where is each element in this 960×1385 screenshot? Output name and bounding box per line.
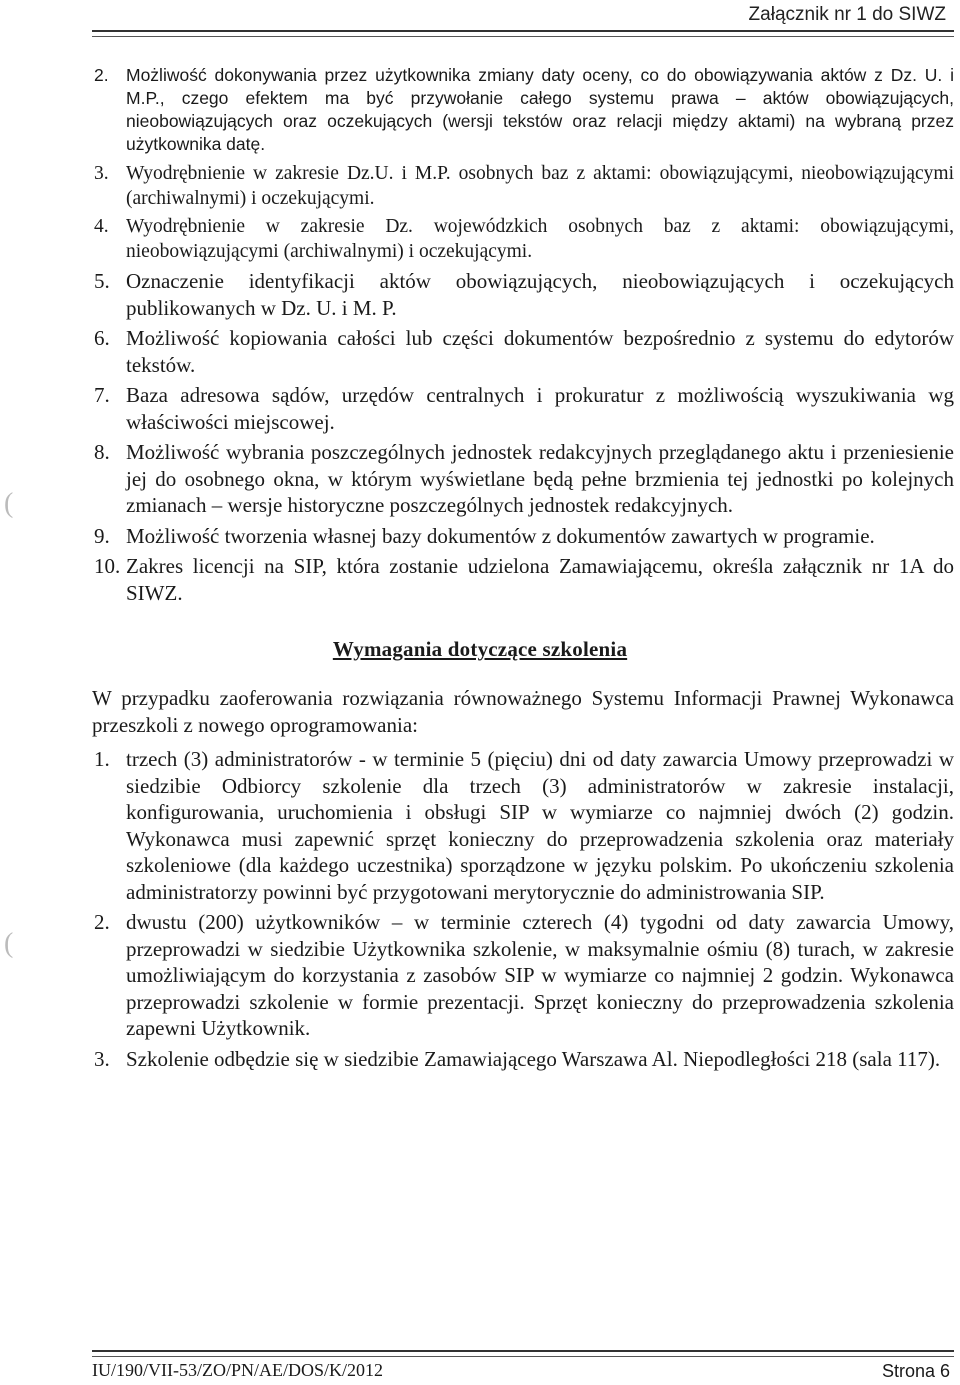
list-item-number: 3. [94, 163, 109, 184]
list-item-text: Możliwość wybrania poszczególnych jednostek redakcyjnych przeglądanego aktu i przeniesienie jej do osobnego okna, w którym wyświetlane będą pełne brzmienia tej jednostki po kolejnych zmianach – wersje historyczne poszczególnych jednostek redakcyjnych. [126, 440, 954, 517]
margin-bracket-mark: ( [4, 488, 14, 519]
list-item [92, 523, 954, 550]
margin-bracket-mark: ( [4, 928, 14, 959]
list-item [92, 382, 954, 435]
list-item-text: Możliwość tworzenia własnej bazy dokumentów z dokumentów zawartych w programie. [126, 523, 875, 548]
document-id: IU/190/VII-53/ZO/PN/AE/DOS/K/2012 [92, 1360, 383, 1380]
list-item [92, 909, 954, 1042]
training-list [92, 746, 954, 1072]
requirements-list [92, 64, 954, 606]
list-item-text: Szkolenie odbędzie się w siedzibie Zamawiającego Warszawa Al. Niepodległości 218 (sala 117). [126, 1046, 941, 1071]
list-item-number: 7. [94, 383, 110, 407]
list-item-text: Zakres licencji na SIP, która zostanie udzielona Zamawiającemu, określa załącznik nr 1A do SIWZ. [126, 554, 954, 605]
list-item-number: 2. [94, 65, 109, 85]
list-item-text: Wyodrębnienie w zakresie Dz. wojewódzkich osobnych baz z aktami: obowiązującymi, nieobowiązującymi (archiwalnymi) i oczekującymi. [126, 216, 954, 262]
list-item-text: Możliwość dokonywania przez użytkownika zmiany daty oceny, co do obowiązywania aktów z Dz. U. i M.P., czego efektem ma być przywołanie całego systemu prawa – aktów obowiązujących, nieobowiązujących oraz oczekujących (wersji tekstów oraz relacji między aktami) na wybraną przez użytkownika datę. [126, 65, 954, 154]
list-item-text: Możliwość kopiowania całości lub części dokumentów bezpośrednio z systemu do edytorów tekstów. [126, 326, 954, 377]
list-item-number: 5. [94, 269, 110, 293]
list-item [92, 268, 954, 321]
attachment-note: Załącznik nr 1 do SIWZ [748, 4, 946, 25]
list-item-text: dwustu (200) użytkowników – w terminie czterech (4) tygodni od daty zawarcia Umowy, przeprowadzi w siedzibie Użytkownika szkolenie, w maksymalnie ośmiu (8) turach, w zakresie umożliwiającym do korzystania z zasobów SIP w wymiarze co najmniej 2 godzin. Wykonawca przeprowadzi szkolenie w formie prezentacji. Sprzęt konieczny do przeprowadzenia szkolenia zapewni Użytkownik. [126, 910, 954, 1040]
list-item [92, 162, 954, 211]
list-item [92, 553, 954, 606]
training-intro: W przypadku zaoferowania rozwiązania równoważnego Systemu Informacji Prawnej Wykonawca przeszkoli z nowego oprogramowania: [92, 686, 954, 737]
list-item-number: 6. [94, 326, 110, 350]
section-title: Wymagania dotyczące szkolenia [332, 637, 628, 661]
list-item-number: 8. [94, 440, 110, 464]
list-item [92, 439, 954, 519]
list-item-number: 10. [94, 554, 121, 578]
list-item [92, 1046, 954, 1073]
list-item [92, 746, 954, 905]
page-number: Strona 6 [881, 1361, 950, 1381]
header-rule [92, 30, 954, 37]
list-item-number: 2. [94, 910, 110, 934]
list-item-text: Oznaczenie identyfikacji aktów obowiązujących, nieobowiązujących i oczekujących publikowanych w Dz. U. i M. P. [126, 269, 954, 320]
list-item [92, 325, 954, 378]
footer-rule [92, 1350, 954, 1357]
list-item [92, 215, 954, 264]
list-item-text: trzech (3) administratorów - w terminie 5 (pięciu) dni od daty zawarcia Umowy przeprowadzi w siedzibie Odbiorcy szkolenie dla trzech (3) administratorów w zakresie instalacji, konfigurowania, uruchomienia i obsługi SIP w wymiarze co najmniej dwóch (2) godzin. Wykonawca musi zapewnić sprzęt konieczny do przeprowadzenia szkolenia oraz materiały szkoleniowe (dla każdego uczestnika) sporządzone w języku polskim. Po ukończeniu szkolenia administratorzy powinni być przygotowani merytorycznie do administrowania SIP. [126, 747, 954, 904]
list-item-number: 9. [94, 523, 110, 548]
list-item [92, 64, 954, 156]
list-item-number: 1. [94, 747, 110, 771]
list-item-number: 3. [94, 1046, 110, 1071]
list-item-number: 4. [94, 216, 109, 237]
list-item-text: Baza adresowa sądów, urzędów centralnych i prokuratur z możliwością wyszukiwania wg właściwości miejscowej. [126, 383, 954, 434]
list-item-text: Wyodrębnienie w zakresie Dz.U. i M.P. osobnych baz z aktami: obowiązującymi, nieobowiązującymi (archiwalnymi) i oczekującymi. [126, 163, 954, 209]
